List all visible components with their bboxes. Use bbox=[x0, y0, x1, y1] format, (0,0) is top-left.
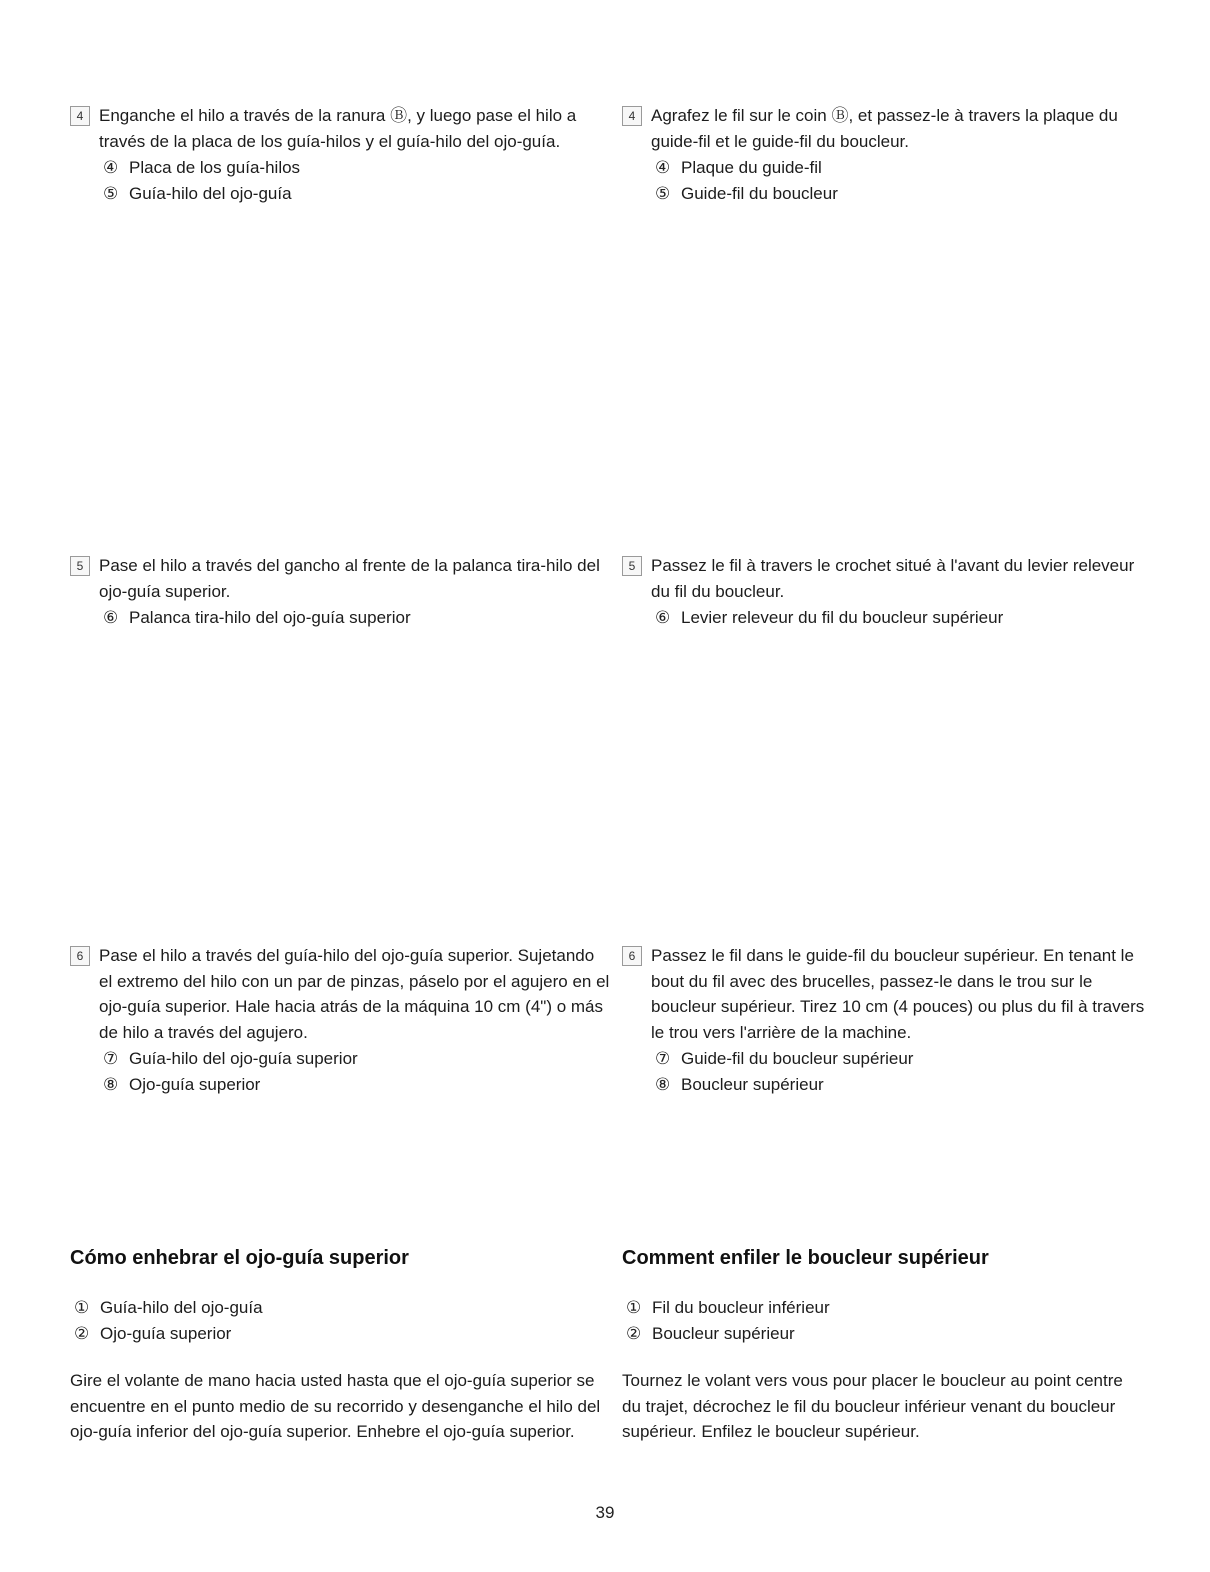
step-block bbox=[622, 553, 1145, 631]
step-4-row bbox=[70, 103, 1145, 206]
circled-number-icon: ② bbox=[626, 1323, 642, 1343]
circled-number-icon: ① bbox=[74, 1298, 90, 1317]
circled-number-icon: ⑥ bbox=[103, 608, 119, 627]
part-item bbox=[655, 1046, 1145, 1072]
part-label: Guía-hilo del ojo-guía bbox=[129, 183, 292, 203]
part-item bbox=[103, 155, 610, 181]
part-item bbox=[655, 181, 1145, 207]
part-list bbox=[651, 155, 1145, 206]
step-number-box: 4 bbox=[70, 106, 90, 126]
circled-number-icon: ⑦ bbox=[103, 1049, 119, 1068]
step-number-box: 4 bbox=[622, 106, 642, 126]
step-6-row bbox=[70, 943, 1145, 1097]
step-body bbox=[99, 943, 610, 1097]
circled-number-icon: ① bbox=[626, 1298, 642, 1317]
part-list bbox=[651, 1046, 1145, 1097]
part-label: Ojo-guía superior bbox=[100, 1323, 232, 1343]
circled-number-icon: ⑧ bbox=[655, 1074, 671, 1094]
step-text: Passez le fil dans le guide-fil du boucleur supérieur. En tenant le bout du fil avec des brucelles, passez-le dans le trou sur le boucleur supérieur. Tirez 10 cm (4 pouces) ou plus du fil à travers le trou vers l'arrière de la machine. bbox=[651, 946, 1145, 1042]
step-block bbox=[70, 103, 610, 206]
section-right bbox=[622, 1243, 1145, 1445]
part-item bbox=[626, 1295, 1145, 1321]
part-item bbox=[74, 1321, 610, 1347]
part-item bbox=[626, 1321, 1145, 1347]
part-label: Boucleur supérieur bbox=[652, 1323, 795, 1343]
step-body bbox=[651, 553, 1145, 631]
step-5-row bbox=[70, 553, 1145, 631]
part-label: Guide-fil du boucleur bbox=[681, 183, 838, 203]
circled-number-icon: ④ bbox=[655, 158, 671, 177]
part-item bbox=[103, 605, 610, 631]
circled-number-icon: ② bbox=[74, 1323, 90, 1343]
step-number-box: 6 bbox=[70, 946, 90, 966]
part-label: Guide-fil du boucleur supérieur bbox=[681, 1049, 914, 1068]
part-item bbox=[655, 605, 1145, 631]
step-body bbox=[651, 943, 1145, 1097]
circled-number-icon: ⑤ bbox=[655, 183, 671, 203]
section-paragraph: Tournez le volant vers vous pour placer le boucleur au point centre du trajet, décrochez le fil du boucleur inférieur venant du boucleur supérieur. Enfilez le boucleur supérieur. bbox=[622, 1371, 1123, 1441]
section-row bbox=[70, 1243, 1145, 1445]
circled-number-icon: ⑦ bbox=[655, 1049, 671, 1068]
section-heading: Cómo enhebrar el ojo-guía superior bbox=[70, 1247, 409, 1269]
part-list bbox=[99, 1046, 610, 1097]
step-text: Agrafez le fil sur le coin Ⓑ, et passez-le à travers la plaque du guide-fil et le guide-fil du boucleur. bbox=[651, 106, 1118, 151]
step-block bbox=[622, 943, 1145, 1097]
circled-number-icon: ⑧ bbox=[103, 1074, 119, 1094]
section-left bbox=[70, 1243, 610, 1445]
step-6-left bbox=[70, 943, 610, 1097]
part-item bbox=[103, 1046, 610, 1072]
part-item bbox=[655, 1072, 1145, 1098]
part-label: Placa de los guía-hilos bbox=[129, 158, 301, 177]
step-block bbox=[70, 553, 610, 631]
part-list bbox=[651, 605, 1145, 631]
step-4-left bbox=[70, 103, 610, 206]
section-paragraph: Gire el volante de mano hacia usted hasta que el ojo-guía superior se encuentre en el punto medio de su recorrido y desenganche el hilo del ojo-guía inferior del ojo-guía superior. Enhebre el ojo-guía superior. bbox=[70, 1371, 601, 1441]
part-label: Ojo-guía superior bbox=[129, 1074, 261, 1094]
part-label: Levier releveur du fil du boucleur supérieur bbox=[681, 608, 1004, 627]
part-list bbox=[99, 605, 610, 631]
step-body bbox=[651, 103, 1145, 206]
step-body bbox=[99, 553, 610, 631]
circled-number-icon: ⑥ bbox=[655, 608, 671, 627]
step-text: Enganche el hilo a través de la ranura Ⓑ, y luego pase el hilo a través de la placa de los guía-hilos y el guía-hilo del ojo-guía. bbox=[99, 106, 577, 151]
part-item bbox=[74, 1295, 610, 1321]
step-body bbox=[99, 103, 610, 206]
part-label: Palanca tira-hilo del ojo-guía superior bbox=[129, 608, 411, 627]
step-number-box: 5 bbox=[70, 556, 90, 576]
step-block bbox=[70, 943, 610, 1097]
circled-number-icon: ④ bbox=[103, 158, 119, 177]
circled-number-icon: ⑤ bbox=[103, 183, 119, 203]
page-number: 39 bbox=[595, 1503, 615, 1522]
section-heading: Comment enfiler le boucleur supérieur bbox=[622, 1247, 989, 1269]
part-item bbox=[103, 1072, 610, 1098]
step-block bbox=[622, 103, 1145, 206]
part-item bbox=[655, 155, 1145, 181]
step-number-box: 6 bbox=[622, 946, 642, 966]
step-6-right bbox=[622, 943, 1145, 1097]
step-text: Pase el hilo a través del gancho al frente de la palanca tira-hilo del ojo-guía superior. bbox=[99, 556, 600, 601]
part-label: Boucleur supérieur bbox=[681, 1074, 824, 1094]
part-label: Fil du boucleur inférieur bbox=[652, 1298, 830, 1317]
part-list bbox=[70, 1295, 610, 1346]
step-number-box: 5 bbox=[622, 556, 642, 576]
part-label: Plaque du guide-fil bbox=[681, 158, 822, 177]
part-list bbox=[99, 155, 610, 206]
part-label: Guía-hilo del ojo-guía superior bbox=[129, 1049, 358, 1068]
step-5-right bbox=[622, 553, 1145, 631]
part-item bbox=[103, 181, 610, 207]
step-4-right bbox=[622, 103, 1145, 206]
step-text: Pase el hilo a través del guía-hilo del ojo-guía superior. Sujetando el extremo del hilo con un par de pinzas, páselo por el agujero en el ojo-guía superior. Hale hacia atrás de la máquina 10 cm (4") o más de hilo a través del agujero. bbox=[99, 946, 610, 1042]
part-list bbox=[622, 1295, 1145, 1346]
step-5-left bbox=[70, 553, 610, 631]
step-text: Passez le fil à travers le crochet situé à l'avant du levier releveur du fil du boucleur. bbox=[651, 556, 1135, 601]
part-label: Guía-hilo del ojo-guía bbox=[100, 1298, 263, 1317]
